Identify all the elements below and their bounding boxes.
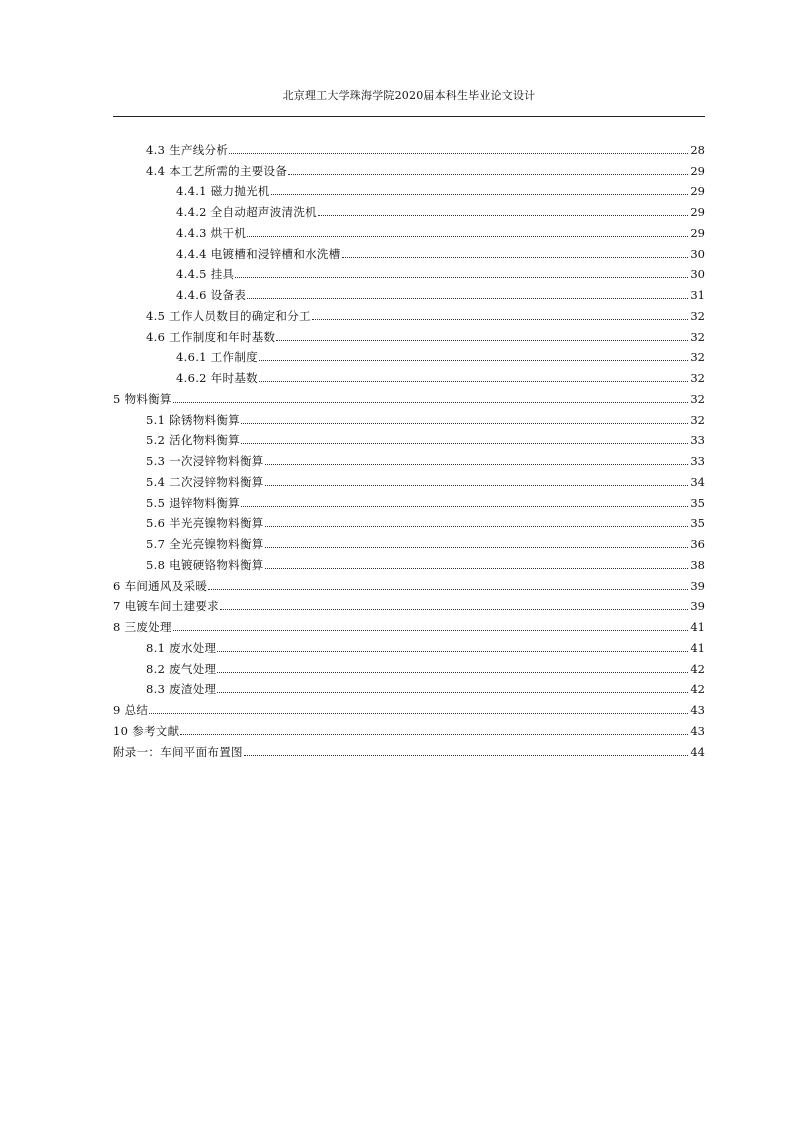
toc-entry-title: 4.5 工作人员数目的确定和分工 [146,308,311,323]
toc-dot-leader [217,692,688,693]
toc-dot-leader [241,443,688,444]
toc-entry-title: 5.8 电镀硬铬物料衡算 [146,557,264,572]
toc-entry-page-number: 42 [690,661,705,676]
toc-entry-page-number: 29 [690,225,705,240]
toc-dot-leader [288,174,688,175]
toc-entry-page-number: 41 [690,640,705,655]
toc-entry-title: 4.3 生产线分析 [146,142,229,157]
toc-entry[interactable] [113,281,705,302]
toc-entry-title: 7 电镀车间土建要求 [113,599,219,614]
toc-dot-leader [265,568,689,569]
toc-entry-page-number: 33 [690,433,705,448]
toc-dot-leader [173,402,689,403]
toc-entry[interactable] [113,261,705,282]
toc-entry-page-number: 32 [690,391,705,406]
toc-entry-title: 6 车间通风及采暖 [113,578,208,593]
toc-entry-page-number: 30 [690,267,705,282]
toc-entry-title: 5.6 半光亮镍物料衡算 [146,516,264,531]
toc-entry-title: 4.4.6 设备表 [176,288,247,302]
toc-entry-title: 9 总结 [113,703,149,717]
toc-entry-title: 4.6 工作制度和年时基数 [146,329,276,344]
toc-dot-leader [180,734,688,735]
toc-entry-page-number: 41 [690,620,705,634]
toc-dot-leader [265,464,689,465]
toc-entry[interactable] [113,489,705,510]
toc-entry[interactable] [113,468,705,489]
toc-dot-leader [217,672,688,673]
toc-entry-page-number: 33 [690,454,705,468]
toc-dot-leader [149,713,688,714]
toc-entry-title: 4.4.3 烘干机 [176,225,247,240]
toc-entry-page-number: 32 [690,412,705,427]
toc-entry[interactable] [113,198,705,219]
toc-entry-page-number: 28 [690,142,705,157]
toc-entry[interactable] [113,572,705,593]
toc-entry-page-number: 31 [690,288,705,302]
toc-entry-title: 5.3 一次浸锌物料衡算 [146,454,264,468]
toc-entry-page-number: 29 [690,184,705,199]
toc-dot-leader [241,506,688,507]
toc-dot-leader [312,319,689,320]
toc-entry[interactable] [113,530,705,551]
toc-entry[interactable] [113,157,705,178]
toc-dot-leader [235,277,688,278]
toc-entry[interactable] [113,613,705,634]
toc-entry-title: 5.7 全光亮镍物料衡算 [146,537,264,551]
toc-entry-page-number: 39 [690,599,705,614]
toc-entry-title: 5.1 除锈物料衡算 [146,412,240,427]
toc-entry-title: 8 三废处理 [113,620,172,634]
toc-entry-title: 4.4.2 全自动超声波清洗机 [176,205,317,219]
toc-entry-page-number: 34 [690,474,705,489]
toc-entry-title: 4.6.2 年时基数 [176,371,258,385]
toc-entry-page-number: 36 [690,537,705,551]
toc-entry[interactable] [113,323,705,344]
toc-entry[interactable] [113,551,705,572]
toc-entry[interactable] [113,136,705,157]
toc-dot-leader [244,755,689,756]
toc-entry-page-number: 35 [690,516,705,531]
toc-entry-page-number: 43 [690,723,705,738]
toc-entry-title: 5.4 二次浸锌物料衡算 [146,474,264,489]
toc-dot-leader [220,609,688,610]
toc-entry-page-number: 42 [690,682,705,697]
toc-dot-leader [173,630,689,631]
toc-entry-page-number: 43 [690,703,705,717]
toc-entry-title: 4.4.4 电镀槽和浸锌槽和水洗槽 [176,246,341,261]
toc-entry[interactable] [113,593,705,614]
toc-entry[interactable] [113,634,705,655]
toc-entry-page-number: 32 [690,308,705,323]
toc-entry-title: 4.4 本工艺所需的主要设备 [146,163,288,178]
toc-entry-title: 8.3 废渣处理 [146,682,217,697]
toc-entry-title: 4.6.1 工作制度 [176,350,258,365]
toc-entry-title: 5 物料衡算 [113,391,172,406]
toc-dot-leader [229,153,688,154]
toc-entry[interactable] [113,447,705,468]
page-header: 北京理工大学珠海学院2020届本科生毕业论文设计 [282,89,536,102]
toc-dot-leader [271,194,689,195]
toc-entry[interactable] [113,219,705,240]
toc-entry[interactable] [113,178,705,199]
toc-entry-page-number: 38 [690,557,705,572]
toc-entry-title: 附录一：车间平面布置图 [113,744,243,759]
toc-entry-page-number: 32 [690,371,705,385]
toc-dot-leader [241,423,688,424]
toc-dot-leader [265,526,689,527]
toc-entry-title: 5.2 活化物料衡算 [146,433,240,448]
toc-entry-page-number: 32 [690,350,705,365]
toc-entry-page-number: 29 [690,163,705,178]
toc-dot-leader [265,485,689,486]
toc-entry-title: 8.2 废气处理 [146,661,217,676]
toc-entry[interactable] [113,696,705,717]
header-divider [113,116,705,117]
toc-dot-leader [208,589,688,590]
toc-entry[interactable] [113,385,705,406]
toc-entry-page-number: 30 [690,246,705,261]
toc-entry[interactable] [113,717,705,738]
toc-entry[interactable] [113,427,705,448]
toc-entry-title: 4.4.5 挂具 [176,267,235,282]
toc-dot-leader [259,360,688,361]
toc-entry[interactable] [113,344,705,365]
toc-dot-leader [318,215,688,216]
toc-entry-title: 8.1 废水处理 [146,640,217,655]
toc-entry-page-number: 29 [690,205,705,219]
toc-dot-leader [259,381,688,382]
toc-entry[interactable] [113,655,705,676]
toc-entry-title: 10 参考文献 [113,723,180,738]
toc-entry-title: 5.5 退锌物料衡算 [146,495,240,510]
toc-entry-title: 4.4.1 磁力抛光机 [176,184,270,199]
toc-entry-page-number: 39 [690,578,705,593]
toc-dot-leader [265,547,689,548]
toc-entry-page-number: 44 [690,744,705,759]
toc-entry[interactable] [113,676,705,697]
toc-entry-page-number: 32 [690,329,705,344]
toc-dot-leader [217,651,688,652]
toc-entry[interactable] [113,510,705,531]
toc-entry[interactable] [113,364,705,385]
toc-dot-leader [342,257,689,258]
table-of-contents [113,136,705,759]
toc-entry[interactable] [113,406,705,427]
toc-dot-leader [276,340,688,341]
toc-dot-leader [247,298,688,299]
toc-entry-page-number: 35 [690,495,705,510]
toc-entry[interactable] [113,302,705,323]
toc-entry[interactable] [113,738,705,759]
toc-entry[interactable] [113,240,705,261]
toc-dot-leader [247,236,688,237]
